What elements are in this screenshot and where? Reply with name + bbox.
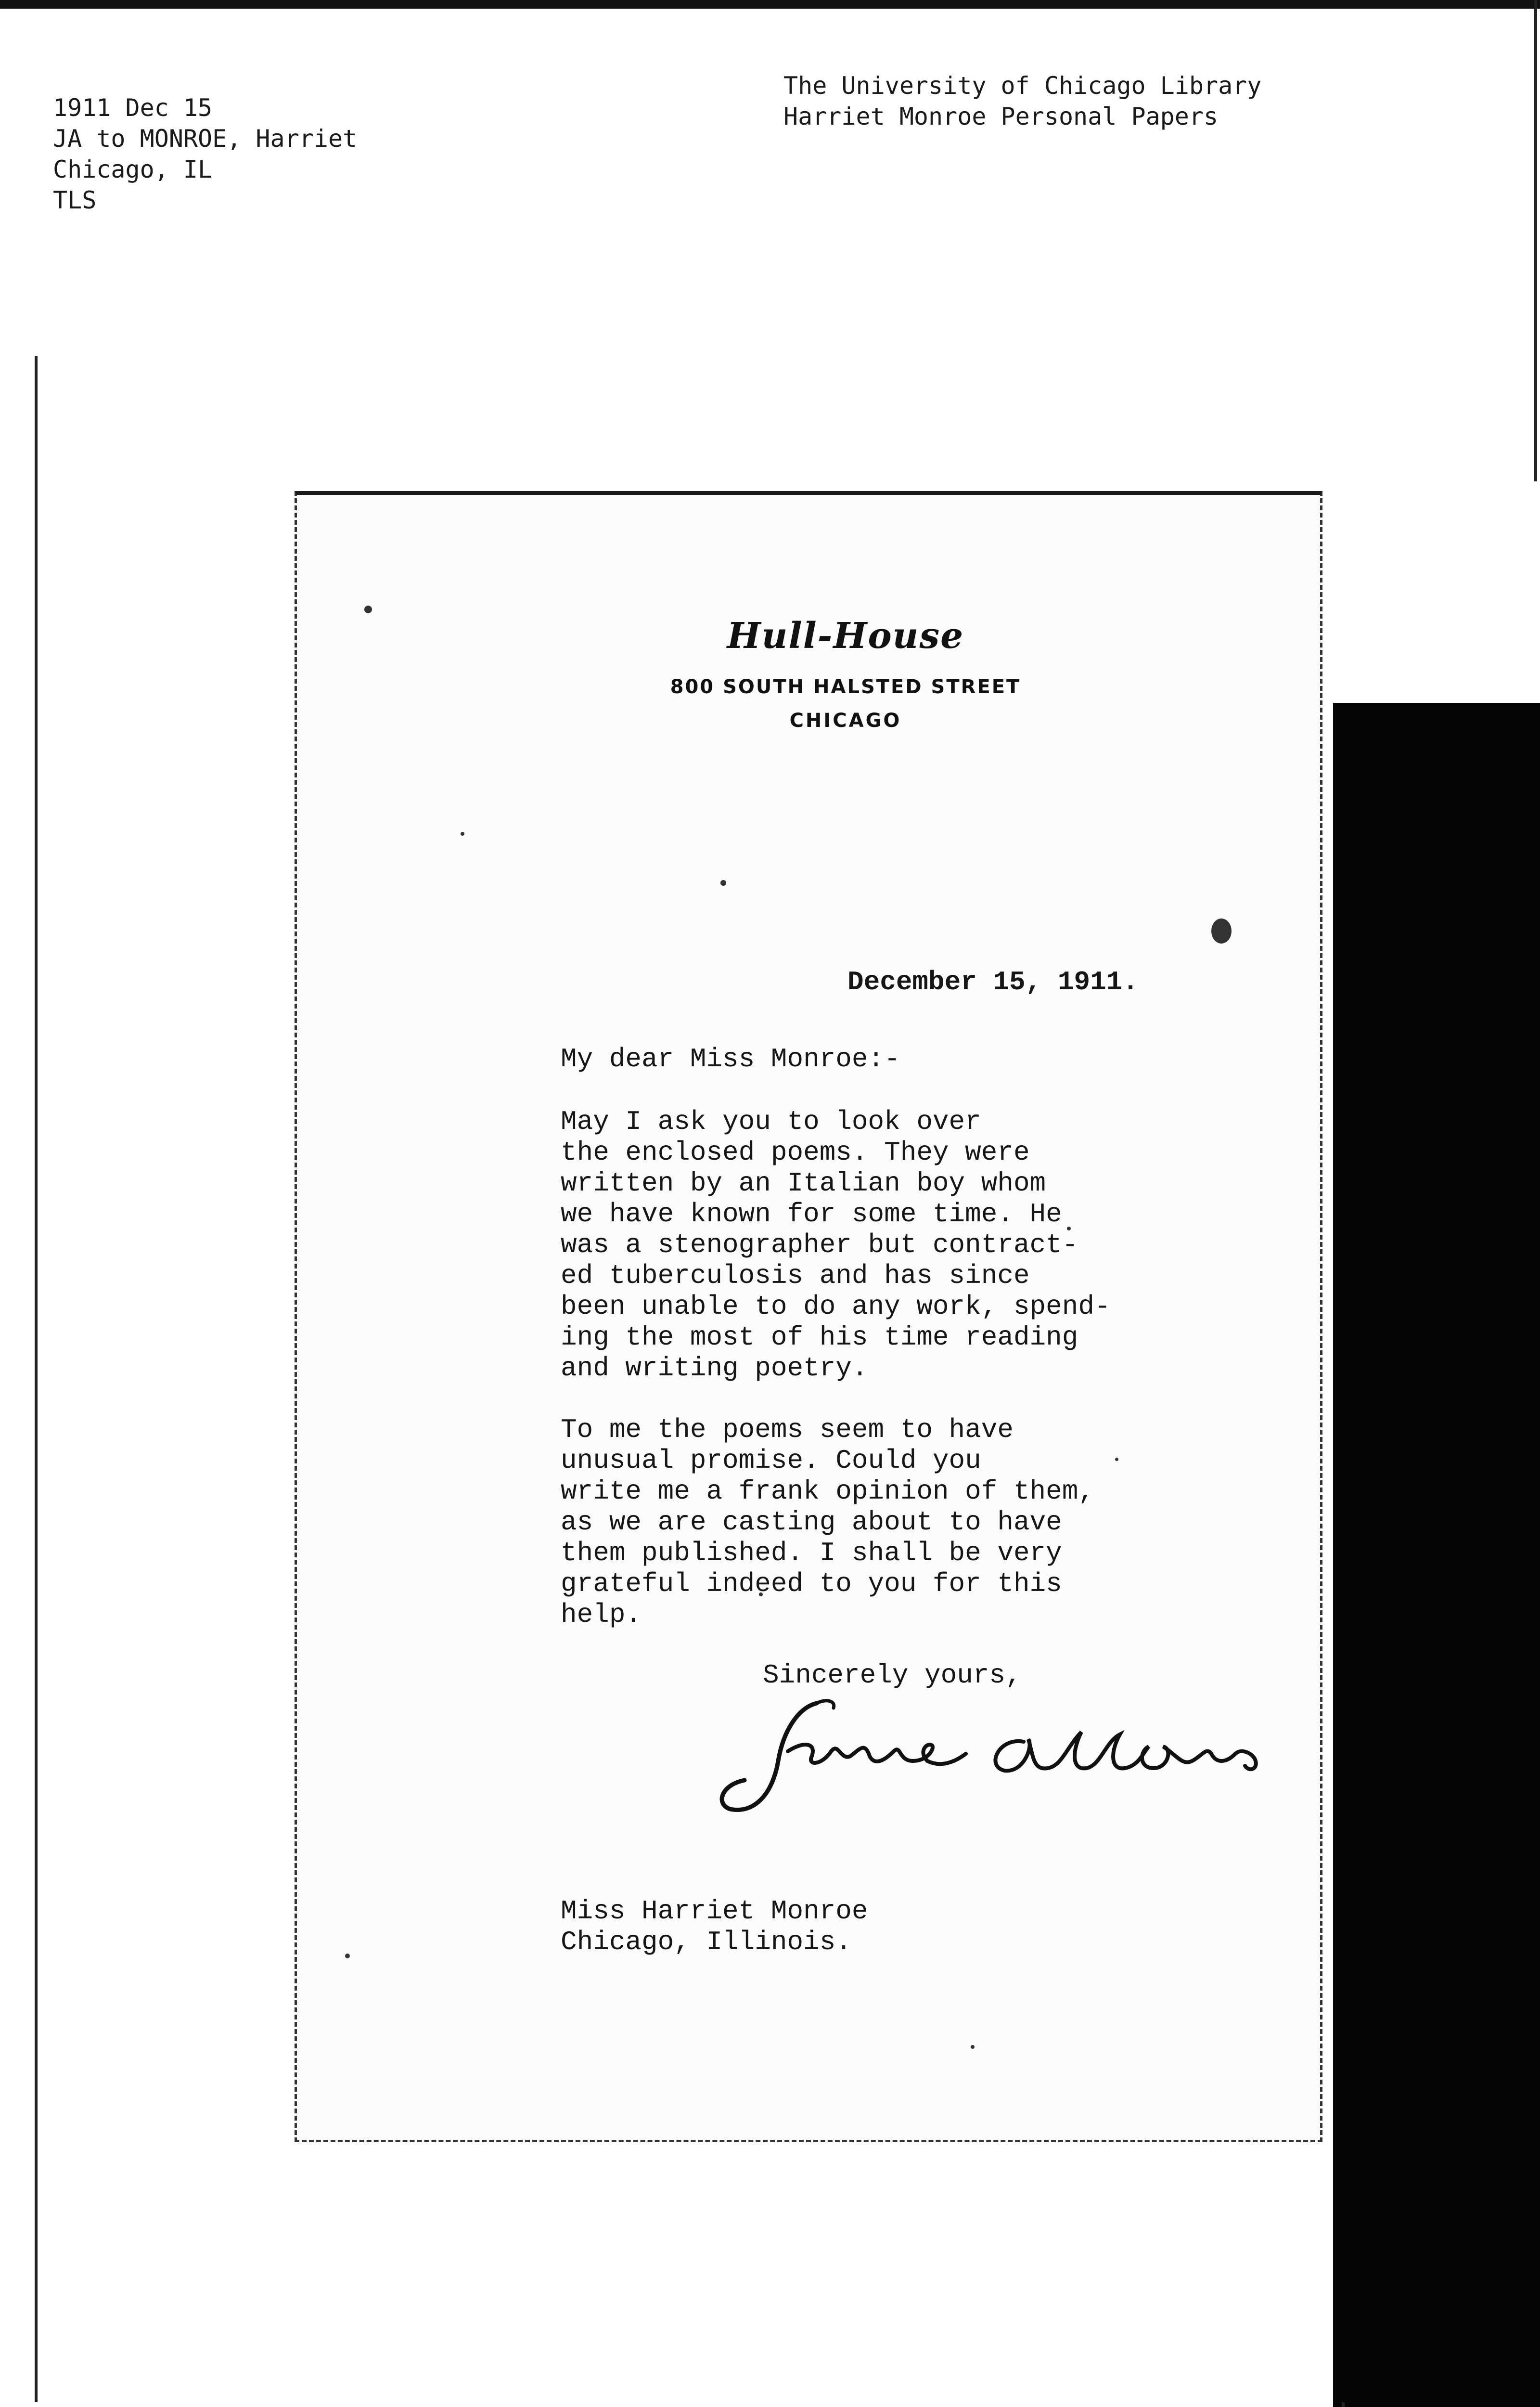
paragraph-line: was a stenographer but contract- bbox=[561, 1229, 1078, 1260]
paper-speck bbox=[971, 2045, 975, 2049]
paragraph-line: we have known for some time. He bbox=[561, 1199, 1062, 1229]
scan-right-edge-line-bottom bbox=[1342, 2402, 1345, 2407]
letter-paragraph-1 bbox=[561, 1106, 1111, 1384]
paragraph-line: written by an Italian boy whom bbox=[561, 1168, 1046, 1199]
scan-left-edge-line bbox=[35, 356, 38, 2402]
letterhead-name: Hull-House bbox=[727, 615, 964, 657]
paper-speck bbox=[1211, 919, 1232, 944]
paper-speck bbox=[461, 832, 464, 836]
paper-speck bbox=[345, 1954, 350, 1958]
paragraph-line: been unable to do any work, spend- bbox=[561, 1291, 1111, 1322]
letterhead-street: 800 SOUTH HALSTED STREET bbox=[670, 676, 1021, 698]
paragraph-line: grateful indeed to you for this bbox=[561, 1568, 1062, 1599]
paragraph-line: the enclosed poems. They were bbox=[561, 1137, 1030, 1168]
paragraph-line: May I ask you to look over bbox=[561, 1106, 981, 1137]
citation-correspondents: JA to MONROE, Harriet bbox=[53, 125, 358, 153]
citation-date: 1911 Dec 15 bbox=[53, 94, 213, 122]
handwritten-signature bbox=[716, 1689, 1274, 1824]
letter-sheet bbox=[295, 491, 1322, 2142]
letter-date: December 15, 1911. bbox=[847, 967, 1139, 997]
letter-salutation: My dear Miss Monroe:- bbox=[561, 1044, 900, 1074]
paragraph-line: help. bbox=[561, 1599, 642, 1630]
citation-type: TLS bbox=[53, 186, 97, 214]
archive-citation bbox=[53, 92, 357, 216]
paragraph-line: To me the poems seem to have bbox=[561, 1414, 1014, 1445]
archive-source bbox=[783, 70, 1261, 132]
paragraph-line: write me a frank opinion of them, bbox=[561, 1476, 1094, 1507]
source-collection: Harriet Monroe Personal Papers bbox=[783, 103, 1219, 130]
paragraph-line: them published. I shall be very bbox=[561, 1538, 1062, 1568]
letter-addressee bbox=[561, 1896, 868, 1957]
letter-closing: Sincerely yours, bbox=[763, 1660, 1022, 1691]
paper-speck bbox=[1115, 1458, 1118, 1461]
paragraph-line: and writing poetry. bbox=[561, 1353, 868, 1384]
addressee-place: Chicago, Illinois. bbox=[561, 1927, 852, 1957]
source-library: The University of Chicago Library bbox=[783, 72, 1262, 100]
letterhead-city: CHICAGO bbox=[789, 710, 902, 732]
scan-right-edge-line bbox=[1534, 0, 1537, 481]
paragraph-line: ed tuberculosis and has since bbox=[561, 1260, 1030, 1291]
citation-place: Chicago, IL bbox=[53, 155, 213, 183]
paragraph-line: ing the most of his time reading bbox=[561, 1322, 1078, 1353]
paper-speck bbox=[720, 880, 726, 886]
paragraph-line: unusual promise. Could you bbox=[561, 1445, 981, 1476]
addressee-name: Miss Harriet Monroe bbox=[561, 1896, 868, 1927]
scan-dark-margin bbox=[1333, 703, 1540, 2407]
letter-paragraph-2 bbox=[561, 1414, 1094, 1630]
scan-top-border bbox=[0, 0, 1540, 9]
paper-speck bbox=[364, 606, 372, 613]
paragraph-line: as we are casting about to have bbox=[561, 1507, 1062, 1538]
